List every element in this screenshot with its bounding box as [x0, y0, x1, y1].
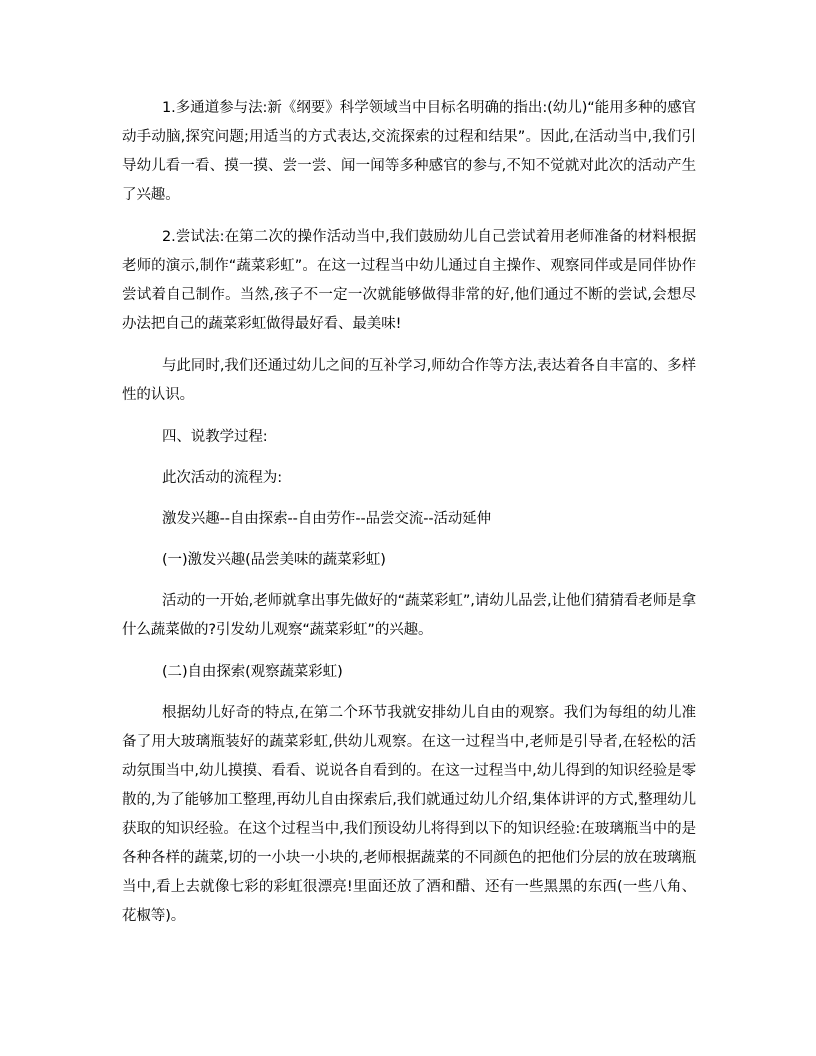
- paragraph-free-exploration: 根据幼儿好奇的特点,在第二个环节我就安排幼儿自由的观察。我们为每组的幼儿准备了用大玻璃瓶装好的蔬菜彩虹,供幼儿观察。在这一过程当中,老师是引导者,在轻松的活动氛围当中,幼儿摸摸、看看、说说各自看到的。在这一过程当中,幼儿得到的知识经验是零散的,为了能够加工整理,再幼儿自由探索后,我们就通过幼儿介绍,集体讲评的方式,整理幼儿获取的知识经验。在这个过程当中,我们预设幼儿将得到以下的知识经验:在玻璃瓶当中的是各种各样的蔬菜,切的一小块一小块的,老师根据蔬菜的不同颜色的把他们分层的放在玻璃瓶当中,看上去就像七彩的彩虹很漂亮!里面还放了酒和醋、还有一些黑黑的东西(一些八角、花椒等)。: [122, 705, 696, 924]
- paragraph-process-flow: 激发兴趣--自由探索--自由劳作--品尝交流--活动延伸: [162, 511, 492, 527]
- section-heading-teaching-process: 四、说教学过程:: [162, 429, 268, 445]
- paragraph-trial-method: 2.尝试法:在第二次的操作活动当中,我们鼓励幼儿自己尝试着用老师准备的材料根据老师的演示,制作“蔬菜彩虹”。在这一过程当中幼儿通过自主操作、观察同伴或是同伴协作尝试着自己制作。当然,孩子不一定一次就能够做得非常的好,他们通过不断的尝试,会想尽办法把自己的蔬菜彩虹做得最好看、最美味!: [122, 229, 696, 332]
- subheading-free-exploration: (二)自由探索(观察蔬菜彩虹): [162, 664, 343, 680]
- paragraph-multichannel-method: 1.多通道参与法:新《纲要》科学领域当中目标名明确的指出:(幼儿)“能用多种的感官动手动脑,探究问题;用适当的方式表达,交流探索的过程和结果”。因此,在活动当中,我们引导幼儿看一看、摸一摸、尝一尝、闻一闻等多种感官的参与,不知不觉就对此次的活动产生了兴趣。: [122, 100, 696, 203]
- paragraph-stimulate-interest: 活动的一开始,老师就拿出事先做好的“蔬菜彩虹”,请幼儿品尝,让他们猜猜看老师是拿什么蔬菜做的?引发幼儿观察“蔬菜彩虹”的兴趣。: [122, 593, 696, 638]
- paragraph-mutual-learning: 与此同时,我们还通过幼儿之间的互补学习,师幼合作等方法,表达着各自丰富的、多样性的认识。: [122, 358, 696, 403]
- paragraph-process-intro: 此次活动的流程为:: [162, 470, 282, 486]
- document-body: [122, 94, 696, 944]
- subheading-stimulate-interest: (一)激发兴趣(品尝美味的蔬菜彩虹): [162, 552, 386, 568]
